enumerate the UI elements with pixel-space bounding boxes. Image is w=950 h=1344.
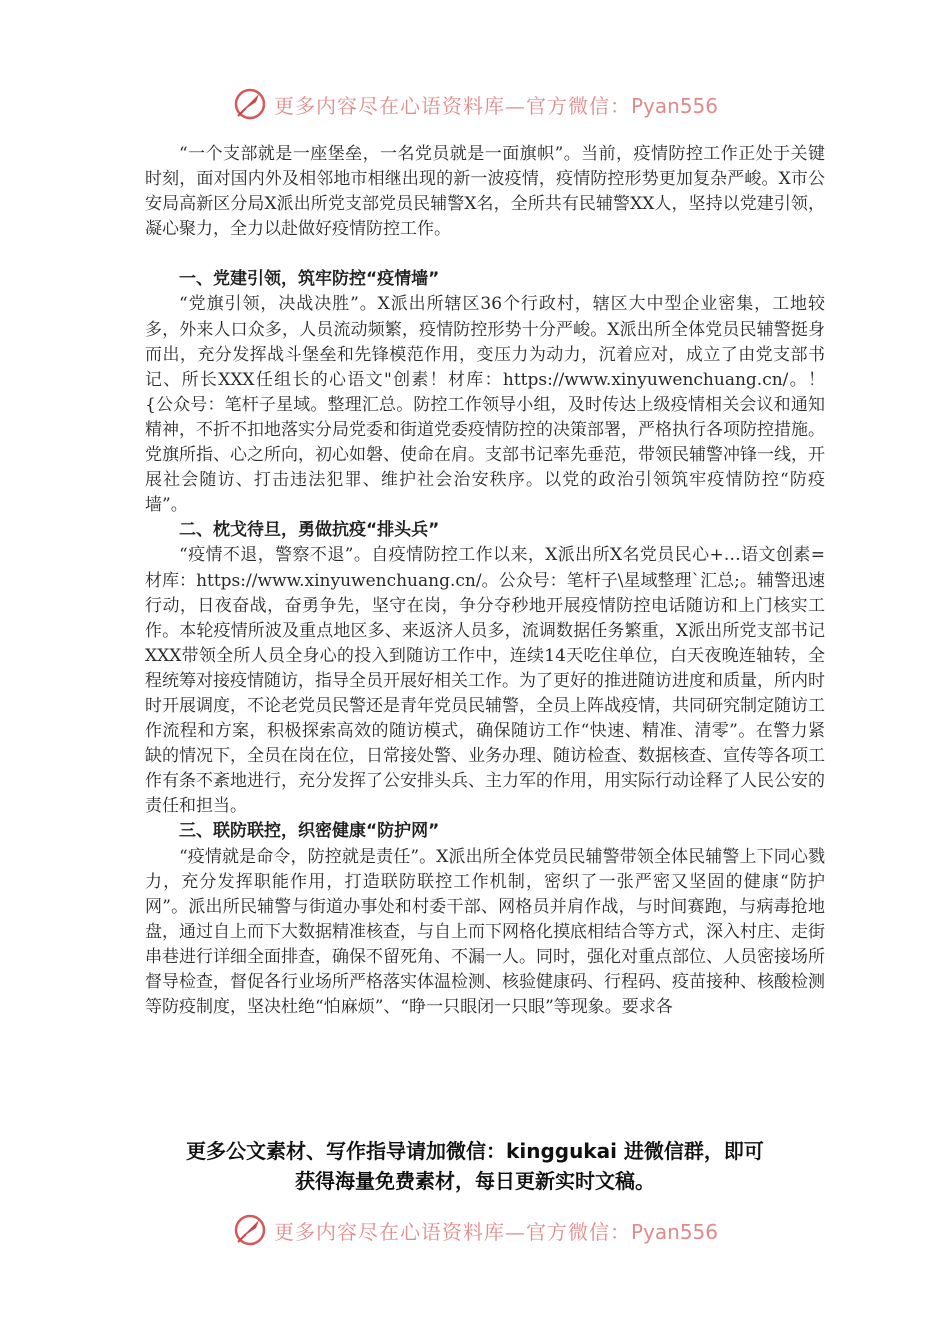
quill-logo-icon <box>232 1212 268 1248</box>
promo-notice <box>100 1136 850 1196</box>
promo-line-2: 获得海量免费素材，每日更新实时文稿。 <box>295 1169 655 1193</box>
section-1-paragraph: “党旗引领，决战决胜”。X派出所辖区36个行政村，辖区大中型企业密集，工地较多，外来人口众多，人员流动频繁，疫情防控形势十分严峻。X派出所全体党员民辅警挺身而出，充分发挥战斗堡垒和先锋模范作用，变压力为动力，沉着应对，成立了由党支部书记、所长XXX任组长的心语文"创素！材库：https://www.xinyuwenchuang.cn/。！{公众号：笔杆子星域。整理汇总。防控工作领导小组，及时传达上级疫情相关会议和通知精神，不折不扣地落实分局党委和街道党委疫情防控的决策部署，严格执行各项防控措施。党旗所指、心之所向，初心如磐、使命在肩。支部书记率先垂范，带领民辅警冲锋一线，开展社会随访、打击违法犯罪、维护社会治安秩序。以党的政治引领筑牢疫情防控“防疫墙”。 <box>145 294 825 516</box>
banner-text: 更多内容尽在心语资料库—官方微信：Pyan556 <box>273 1219 718 1244</box>
promo-line-1: 更多公文素材、写作指导请加微信：kinggukai 进微信群，即可 <box>186 1139 764 1163</box>
quill-logo-icon <box>232 86 268 122</box>
intro-paragraph: “一个支部就是一座堡垒，一名党员就是一面旗帜”。当前，疫情防控工作正处于关键时刻，面对国内外及相邻地市相继出现的新一波疫情，疫情防控形势更加复杂严峻。X市公安局高新区分局X派出所党支部党员民辅警X名，全所共有民辅警XX人，坚持以党建引领，凝心聚力，全力以赴做好疫情防控工作。 <box>145 144 825 240</box>
section-2-paragraph: “疫情不退，警察不退”。自疫情防控工作以来，X派出所X名党员民心+…语文创素=材库：https://www.xinyuwenchuang.cn/。公众号：笔杆子\星域整理`汇总;。辅警迅速行动，日夜奋战，奋勇争先，坚守在岗，争分夺秒地开展疫情防控电话随访和上门核实工作。本轮疫情所波及重点地区多、来返济人员多，流调数据任务繁重，X派出所党支部书记XXX带领全所人员全身心的投入到随访工作中，连续14天吃住单位，白天夜晚连轴转，全程统筹对接疫情随访，指导全员开展好相关工作。为了更好的推进随访进度和质量，所内时时开展调度，不论老党员民警还是青年党员民辅警，全员上阵战疫情，共同研究制定随访工作流程和方案，积极探索高效的随访模式，确保随访工作“快速、精准、清零”。在警力紧缺的情况下，全员在岗在位，日常接处警、业务办理、随访检查、数据核查、宣传等各项工作有条不紊地进行，充分发挥了公安排头兵、主力军的作用，用实际行动诠释了人民公安的责任和担当。 <box>145 545 825 817</box>
header-banner <box>0 84 950 124</box>
section-1-heading: 一、党建引领，筑牢防控“疫情墙” <box>179 269 440 290</box>
footer-banner <box>0 1210 950 1250</box>
section-3-paragraph: “疫情就是命令，防控就是责任”。X派出所全体党员民辅警带领全体民辅警上下同心戮力，充分发挥职能作用，打造联防联控工作机制，密织了一张严密又坚固的健康“防护网”。派出所民辅警与街道办事处和村委干部、网格员并肩作战，与时间赛跑，与病毒抢地盘，通过自上而下大数据精准核查，与自上而下网格化摸底相结合等方式，深入村庄、走街串巷进行详细全面排查，确保不留死角、不漏一人。同时，强化对重点部位、人员密接场所督导检查，督促各行业场所严格落实体温检测、核验健康码、行程码、疫苗接种、核酸检测等防疫制度，坚决杜绝“怕麻烦”、“睁一只眼闭一只眼”等现象。要求各 <box>145 846 825 1018</box>
section-3-heading: 三、联防联控，织密健康“防护网” <box>179 821 440 842</box>
section-2-heading: 二、枕戈待旦，勇做抗疫“排头兵” <box>179 520 440 541</box>
banner-text: 更多内容尽在心语资料库—官方微信：Pyan556 <box>273 93 718 118</box>
document-body <box>145 142 825 1070</box>
